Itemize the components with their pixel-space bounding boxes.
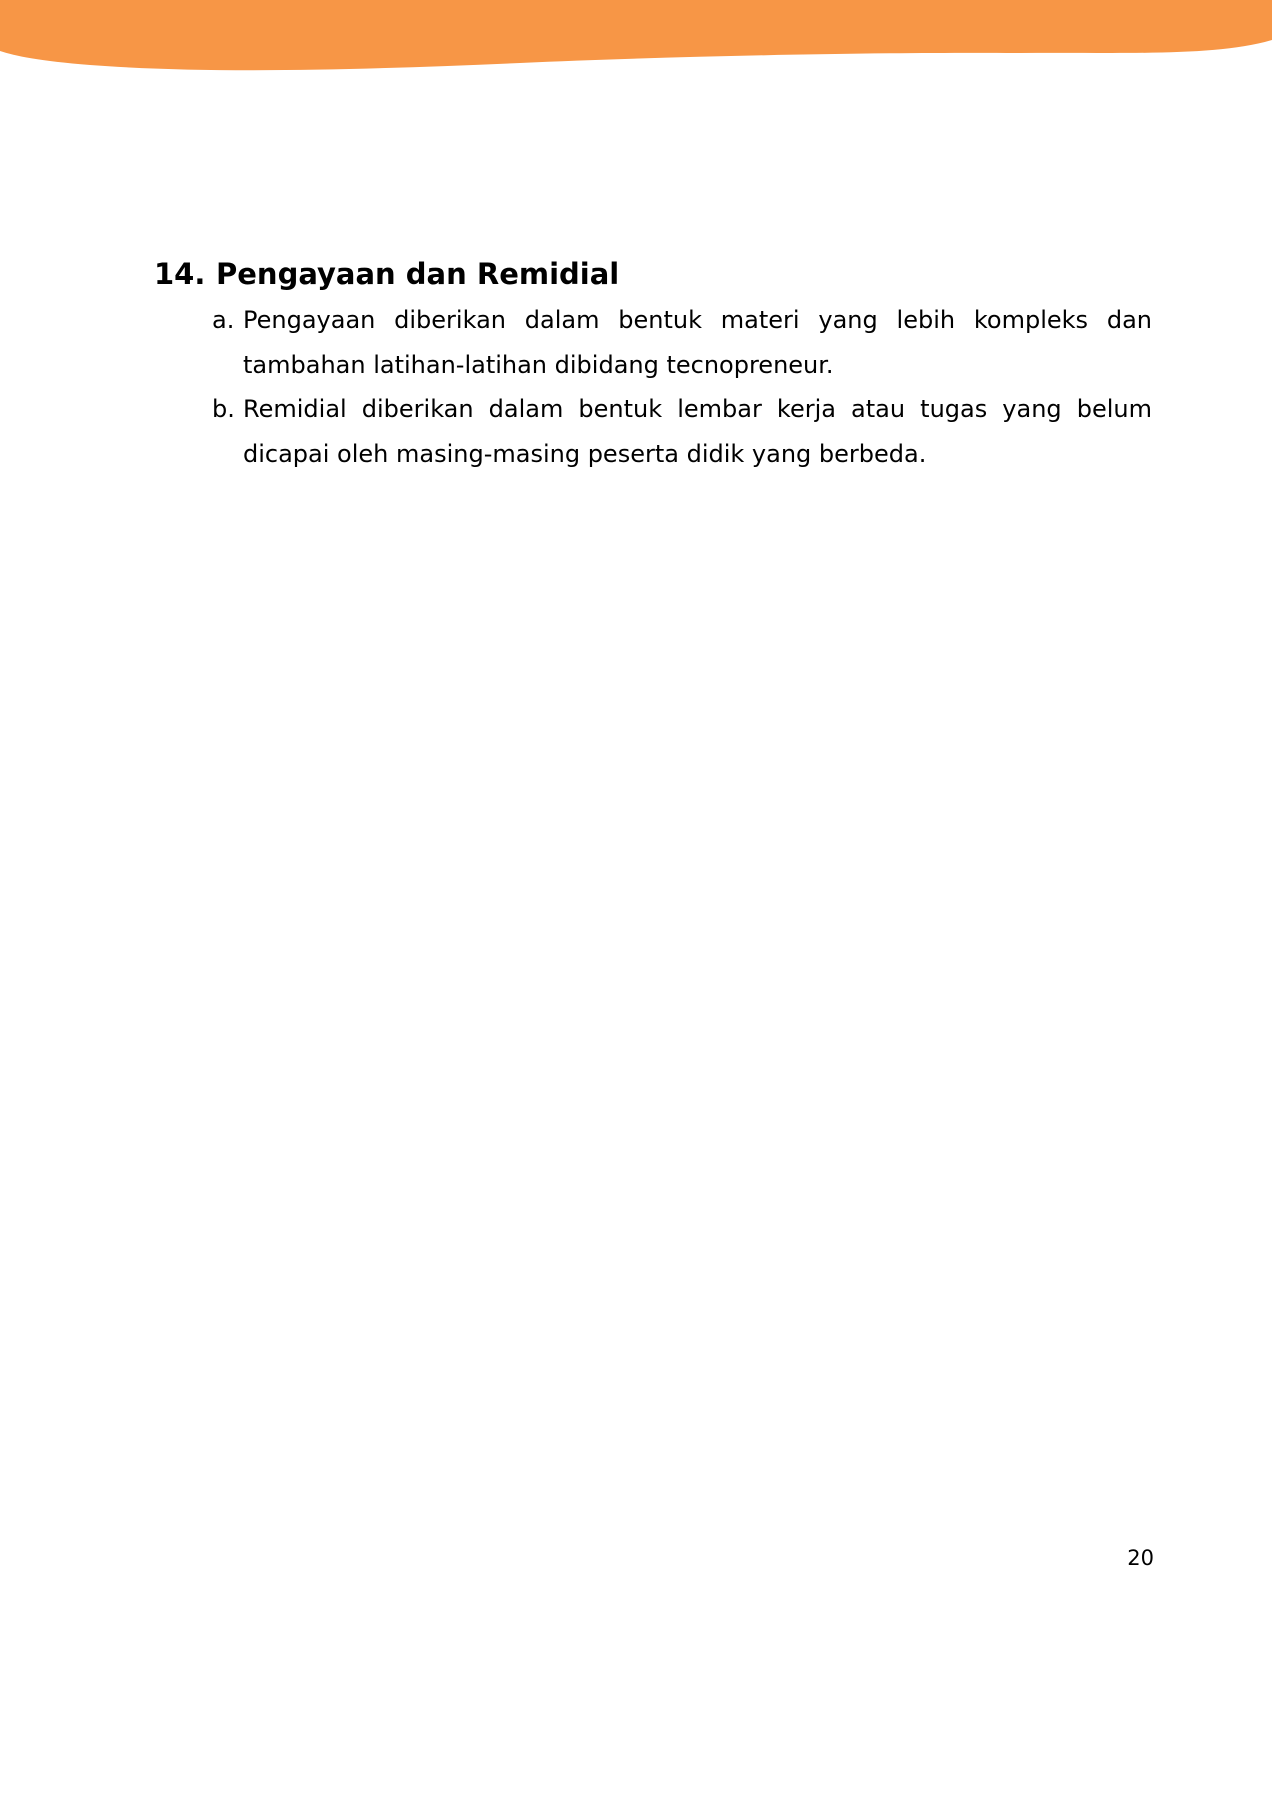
list-item-marker: b. xyxy=(212,395,235,423)
section-heading xyxy=(154,250,1152,298)
section-number: 14. xyxy=(154,257,206,291)
list-item-marker: a. xyxy=(212,306,235,334)
orange-wave-header xyxy=(0,0,1272,80)
section-title: Pengayaan dan Remidial xyxy=(216,257,620,291)
list-item xyxy=(212,387,1152,476)
orange-wave-shape xyxy=(0,0,1272,70)
enrichment-remedial-list xyxy=(154,298,1152,476)
list-item-text: Remidial diberikan dalam bentuk lembar kerja atau tugas yang belum dicapai oleh masing-masing peserta didik yang berbeda. xyxy=(243,395,1152,468)
list-item xyxy=(212,298,1152,387)
section-enrichment-remedial xyxy=(154,250,1152,476)
list-item-text: Pengayaan diberikan dalam bentuk materi yang lebih kompleks dan tambahan latihan-latihan dibidang tecnopreneur. xyxy=(243,306,1152,379)
page-number: 20 xyxy=(1127,1546,1154,1570)
